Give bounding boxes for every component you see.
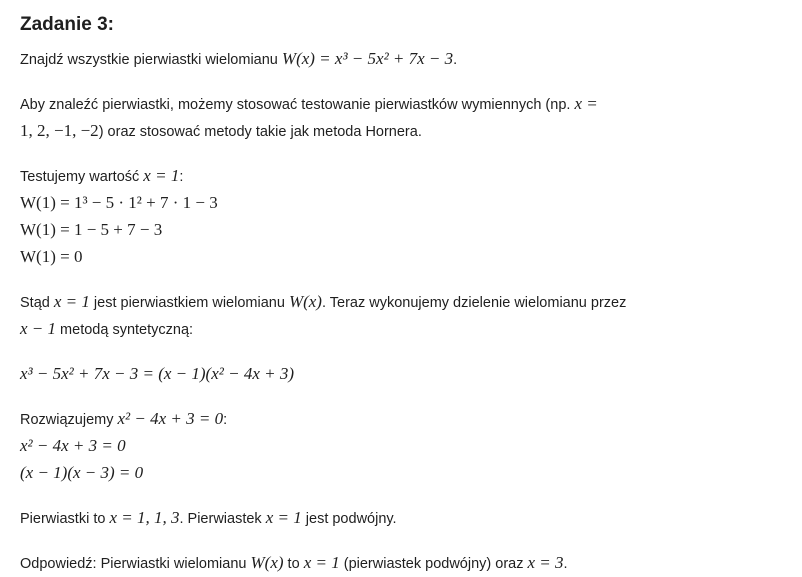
roots-paragraph [20, 505, 790, 532]
roots-text-1: Pierwiastki to [20, 511, 110, 527]
answer-math-2: x = 1 [303, 553, 340, 572]
answer-text-1: Odpowiedź: Pierwiastki wielomianu [20, 556, 251, 572]
document [20, 12, 790, 577]
answer-text-2: to [283, 556, 304, 572]
answer-math-3: x = 3 [527, 553, 564, 572]
task-title: Zadanie 3: [20, 14, 114, 35]
solve-paragraph [20, 406, 790, 487]
hence-text-2: jest pierwiastkiem wielomianu [89, 295, 289, 311]
hence-math-3: x − 1 [20, 319, 57, 338]
roots-math-1: x = 1, 1, 3 [109, 508, 180, 527]
test-line-2: W(1) = 1 − 5 + 7 − 3 [20, 220, 163, 239]
solve-text-2: : [223, 412, 228, 428]
hence-math-1: x = 1 [53, 292, 90, 311]
roots-text-3: jest podwójny. [301, 511, 397, 527]
solve-text-1: Rozwiązujemy [20, 412, 118, 428]
hence-math-2: W(x) [288, 292, 322, 311]
method-math-1: x = [574, 94, 598, 113]
solve-line-1: x² − 4x + 3 = 0 [20, 436, 126, 455]
test-text-1: Testujemy wartość [20, 169, 144, 185]
method-candidates: 1, 2, −1, −2 [20, 121, 99, 140]
test-paragraph [20, 163, 790, 271]
method-text-1: Aby znaleźć pierwiastki, możemy stosować testowanie pierwiastków wymiennych (np. [20, 97, 575, 113]
solve-math-1: x² − 4x + 3 = 0 [117, 409, 224, 428]
intro-text-1: Znajdź wszystkie pierwiastki wielomianu [20, 52, 282, 68]
factorization-formula: x³ − 5x² + 7x − 3 = (x − 1)(x² − 4x + 3) [20, 364, 295, 383]
polynomial-formula: W(x) = x³ − 5x² + 7x − 3 [281, 49, 454, 68]
test-text-2: : [179, 169, 184, 185]
test-math-1: x = 1 [143, 166, 180, 185]
hence-text-3: . Teraz wykonujemy dzielenie wielomianu przez [321, 295, 627, 311]
factor-paragraph [20, 361, 790, 388]
answer-math-1: W(x) [250, 553, 284, 572]
roots-math-2: x = 1 [265, 508, 302, 527]
test-line-3: W(1) = 0 [20, 247, 83, 266]
method-text-2: ) oraz stosować metody takie jak metoda Hornera. [98, 124, 422, 140]
test-line-1: W(1) = 1³ − 5 · 1² + 7 · 1 − 3 [20, 193, 218, 212]
hence-text-4: metodą syntetyczną: [56, 322, 194, 338]
answer-paragraph [20, 550, 790, 577]
hence-text-1: Stąd [20, 295, 54, 311]
answer-text-4: . [563, 556, 568, 572]
hence-paragraph [20, 289, 790, 343]
method-paragraph [20, 91, 790, 145]
intro-paragraph [20, 46, 790, 73]
answer-text-3: (pierwiastek podwójny) oraz [339, 556, 528, 572]
solve-line-2: (x − 1)(x − 3) = 0 [20, 463, 144, 482]
roots-text-2: . Pierwiastek [179, 511, 266, 527]
intro-text-2: . [453, 52, 458, 68]
